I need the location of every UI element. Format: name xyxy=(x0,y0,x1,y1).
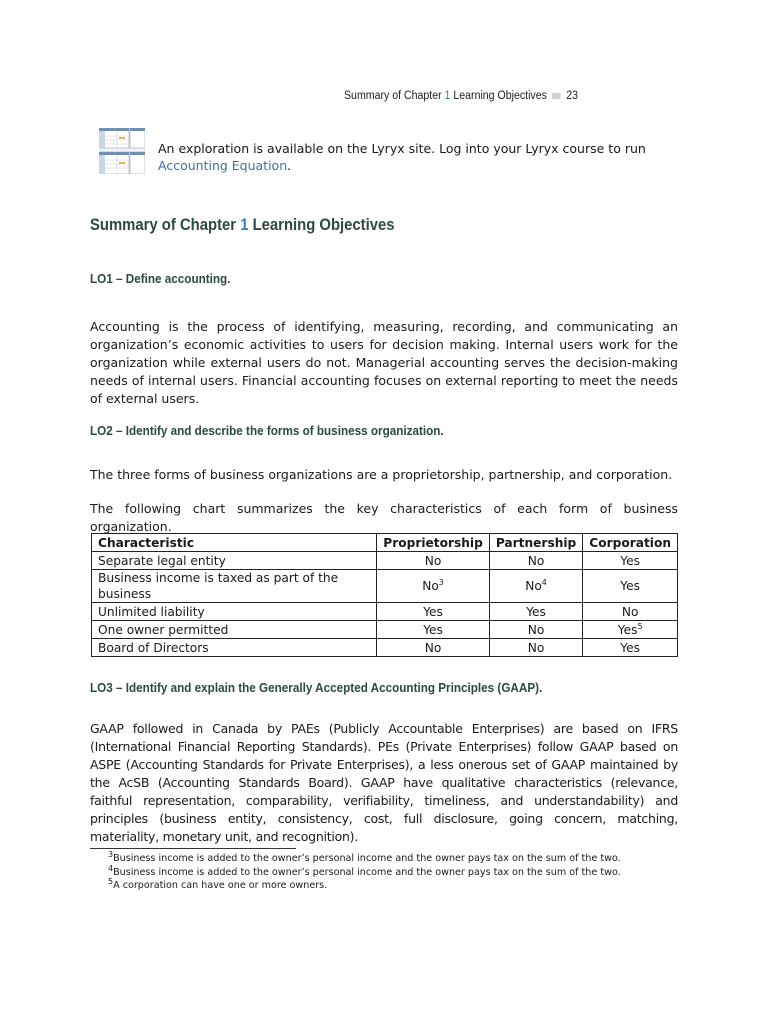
table-header-cell: Proprietorship xyxy=(377,534,490,552)
footnote-item xyxy=(108,863,688,880)
header-separator xyxy=(552,93,560,99)
footnote-text: Business income is added to the owner’s personal income and the owner pays tax on the sum of the two. xyxy=(113,853,621,864)
summary-heading-before: Summary of Chapter xyxy=(90,216,241,234)
cell-partnership xyxy=(489,570,582,603)
row-label: Board of Directors xyxy=(92,639,377,657)
footnote-ref-5[interactable]: 5 xyxy=(637,621,643,631)
lo3-body: GAAP followed in Canada by PAEs (Publicly Accountable Enterprises) are based on IFRS (International Financial Reporting Standards). PEs (Private Enterprises) follow GAAP based on ASPE (Accounting Standards for Private Enterprises), a less onerous set of GAAP maintained by the AcSB (Accounting Standards Board). GAAP have qualitative characteristics (relevance, faithful representation, comparability, verifiability, timeliness, and understandability) and principles (business entity, consistency, cost, full disclosure, going concern, matching, materiality, monetary unit, and recognition). xyxy=(90,721,678,844)
table-header-cell: Partnership xyxy=(489,534,582,552)
cell-corporation xyxy=(583,621,678,639)
table-row xyxy=(92,552,678,570)
cell-corporation: Yes xyxy=(583,552,678,570)
cell-value: No xyxy=(422,579,439,593)
running-header xyxy=(46,90,578,102)
footnote-text: Business income is added to the owner’s personal income and the owner pays tax on the sum of the two. xyxy=(113,866,621,878)
table-row xyxy=(92,570,678,603)
row-label: Unlimited liability xyxy=(92,603,377,621)
accounting-equation-link[interactable]: Accounting Equation xyxy=(158,158,288,173)
table-header-cell: Corporation xyxy=(583,534,678,552)
lo1-body: Accounting is the process of identifying, measuring, recording, and communicating an organization’s economic activities to users for decision making. Internal users work for the organization while external users do not. Managerial accounting serves the decision-making needs of internal users. Financial accounting focuses on external reporting to meet the needs of external users. xyxy=(90,319,678,406)
footnote-number: 5 xyxy=(108,876,114,886)
row-label: Separate legal entity xyxy=(92,552,377,570)
cell-partnership: No xyxy=(489,639,582,657)
table-row xyxy=(92,639,678,657)
lo2-heading: LO2 – Identify and describe the forms of business organization. xyxy=(90,423,444,438)
page-number: 23 xyxy=(566,90,578,102)
cell-proprietorship: No xyxy=(377,639,490,657)
table-row xyxy=(92,621,678,639)
cell-corporation: Yes xyxy=(583,639,678,657)
cell-partnership: No xyxy=(489,552,582,570)
lo2-para2: The following chart summarizes the key characteristics of each form of business organization. xyxy=(90,501,678,534)
row-label: One owner permitted xyxy=(92,621,377,639)
footnote-text: A corporation can have one or more owners. xyxy=(113,880,328,891)
running-header-title-before: Summary of Chapter xyxy=(344,90,445,102)
table-row xyxy=(92,603,678,621)
row-label: Business income is taxed as part of the business xyxy=(92,570,377,603)
running-header-chapter-num: 1 xyxy=(444,90,451,102)
cell-proprietorship: No xyxy=(377,552,490,570)
footnotes xyxy=(108,849,688,893)
cell-proprietorship xyxy=(377,570,490,603)
exploration-text: An exploration is available on the Lyryx site. Log into your Lyryx course to run xyxy=(158,141,646,156)
cell-corporation: Yes xyxy=(583,570,678,603)
footnote-item xyxy=(108,876,688,893)
footnote-number: 3 xyxy=(108,849,114,859)
footnote-divider xyxy=(90,848,296,849)
cell-proprietorship: Yes xyxy=(377,603,490,621)
exploration-note xyxy=(158,140,678,174)
footnote-item xyxy=(108,849,688,866)
summary-heading-after: Learning Objectives xyxy=(248,216,395,234)
exploration-suffix: . xyxy=(287,158,292,173)
footnote-number: 4 xyxy=(108,863,114,873)
cell-value: No xyxy=(525,579,542,593)
footnote-ref-4[interactable]: 4 xyxy=(541,577,547,587)
footnote-ref-3[interactable]: 3 xyxy=(438,577,444,587)
lo2-para1: The three forms of business organizations are a proprietorship, partnership, and corporation. xyxy=(90,467,673,482)
summary-heading xyxy=(90,216,395,235)
table-header-cell: Characteristic xyxy=(92,534,377,552)
spreadsheet-thumbnail-icon[interactable] xyxy=(99,128,145,174)
cell-corporation: No xyxy=(583,603,678,621)
cell-partnership: Yes xyxy=(489,603,582,621)
summary-heading-num: 1 xyxy=(240,216,249,234)
running-header-title-after: Learning Objectives xyxy=(450,90,547,102)
lo1-heading: LO1 – Define accounting. xyxy=(90,271,231,286)
business-forms-table xyxy=(91,533,678,657)
cell-value: Yes xyxy=(617,622,638,637)
table-header-row xyxy=(92,534,678,552)
lo3-heading: LO3 – Identify and explain the Generally Accepted Accounting Principles (GAAP). xyxy=(90,680,543,695)
cell-partnership: No xyxy=(489,621,582,639)
cell-proprietorship: Yes xyxy=(377,621,490,639)
